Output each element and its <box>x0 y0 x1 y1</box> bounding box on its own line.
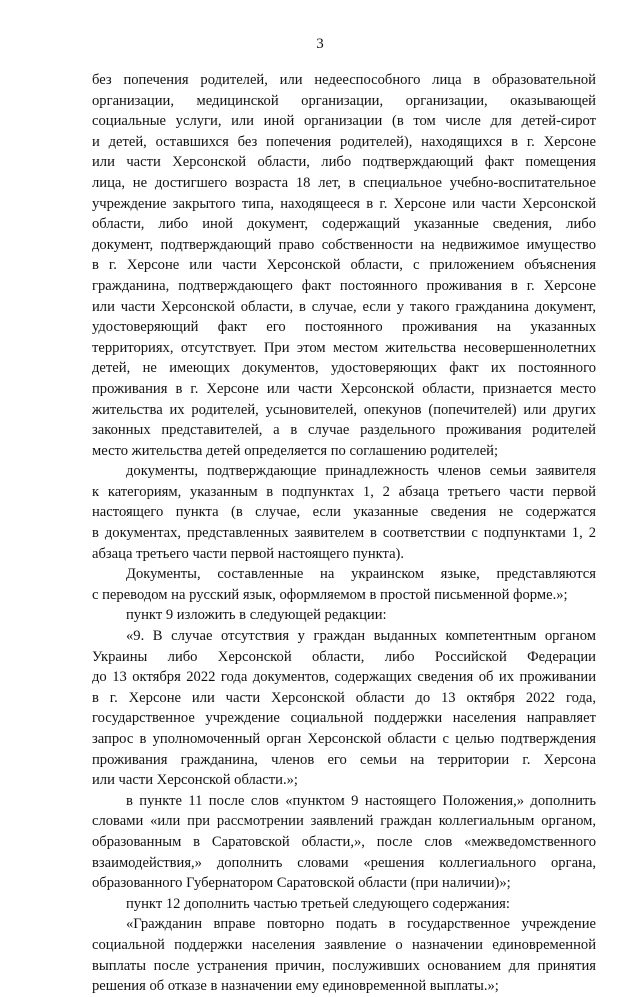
text-line: проживания гражданина, членов его семьи на территории г. Херсона <box>92 751 596 768</box>
text-line: области, либо иной документ, содержащий указанные сведения, либо <box>92 216 596 233</box>
text-line: социальные услуги, или иной организации (в том числе для детей-сирот <box>92 113 596 130</box>
text-line: с переводом на русский язык, оформляемом в простой письменной форме.»; <box>92 586 568 603</box>
text-line: учреждение закрытого типа, находящееся в г. Херсоне или части Херсонской <box>92 195 596 212</box>
text-line: взаимодействия,» дополнить словами «решения коллегиального органа, <box>92 854 596 871</box>
text-line: в г. Херсоне или части Херсонской области до 13 октября 2022 года, <box>92 689 596 706</box>
text-line: запрос в уполномоченный орган Херсонской области с целью подтверждения <box>92 731 596 747</box>
text-line: настоящего пункта (в случае, если указанные сведения не содержатся <box>92 504 596 521</box>
text-line: образованным в Саратовской области,», после слов «межведомственного <box>92 833 596 850</box>
document-body <box>92 70 596 997</box>
text-line: пункт 12 дополнить частью третьей следующего содержания: <box>126 895 510 912</box>
text-line: законных представителей, а в случае раздельного проживания родителей <box>92 422 596 439</box>
text-line: в документах, представленных заявителем в соответствии с подпунктами 1, 2 <box>92 525 596 542</box>
text-line: лица, не достигшего возраста 18 лет, в специальное учебно-воспитательное <box>92 174 596 191</box>
text-line: решения об отказе в назначении ему единовременной выплаты.»; <box>92 978 499 995</box>
text-line: без попечения родителей, или недееспособного лица в образовательной <box>92 72 596 88</box>
text-line: социальной поддержки населения заявление о назначении единовременной <box>92 936 596 953</box>
text-line: «Гражданин вправе повторно подать в государственное учреждение <box>126 916 596 933</box>
text-line: или части Херсонской области.»; <box>92 772 298 789</box>
text-line: территориях, отсутствует. При этом местом жительства несовершеннолетних <box>92 339 596 356</box>
text-line: образованного Губернатором Саратовской области (при наличии)»; <box>92 875 511 892</box>
text-line: гражданина, подтверждающего факт постоянного проживания в г. Херсоне <box>92 277 596 294</box>
text-line: удостоверяющий факт его постоянного проживания на указанных <box>92 319 596 336</box>
text-line: выплаты после устранения причин, послуживших основанием для принятия <box>92 957 596 974</box>
text-line: жительства их родителей, усыновителей, опекунов (попечителей) или других <box>92 401 596 418</box>
text-line: словами «или при рассмотрении заявлений граждан коллегиальным органом, <box>92 813 596 830</box>
text-line: Украины либо Херсонской области, либо Российской Федерации <box>92 648 596 665</box>
text-line: организации, медицинской организации, организации, оказывающей <box>92 92 596 109</box>
text-line: абзаца третьего части первой настоящего пункта). <box>92 545 405 562</box>
text-line: или части Херсонской области, в случае, если у такого гражданина документ, <box>92 298 596 315</box>
text-line: Документы, составленные на украинском языке, представляются <box>126 566 596 583</box>
text-line: документы, подтверждающие принадлежность членов семьи заявителя <box>126 463 596 480</box>
text-line: к категориям, указанным в подпунктах 1, 2 абзаца третьего части первой <box>92 483 596 500</box>
text-line: детей, не имеющих документов, удостоверяющих факт их постоянного <box>92 360 596 377</box>
text-line: или части Херсонской области, либо подтверждающий факт помещения <box>92 154 596 171</box>
text-line: и детей, оставшихся без попечения родителей), находящихся в г. Херсоне <box>92 133 596 150</box>
text-line: «9. В случае отсутствия у граждан выданных компетентным органом <box>126 628 596 645</box>
text-line: проживания в г. Херсоне или части Херсонской области, признается место <box>92 380 596 397</box>
text-line: в пункте 11 после слов «пунктом 9 настоящего Положения,» дополнить <box>126 792 596 809</box>
text-line: в г. Херсоне или части Херсонской области, с приложением объяснения <box>92 257 596 274</box>
page-number: 3 <box>316 36 324 52</box>
text-line: до 13 октября 2022 года документов, содержащих сведения об их проживании <box>92 669 596 686</box>
text-line: государственное учреждение социальной поддержки населения направляет <box>92 710 596 727</box>
text-line: место жительства детей определяется по соглашению родителей; <box>92 442 499 459</box>
text-line: пункт 9 изложить в следующей редакции: <box>126 607 387 624</box>
text-line: документ, подтверждающий право собственности на недвижимое имущество <box>92 236 596 253</box>
